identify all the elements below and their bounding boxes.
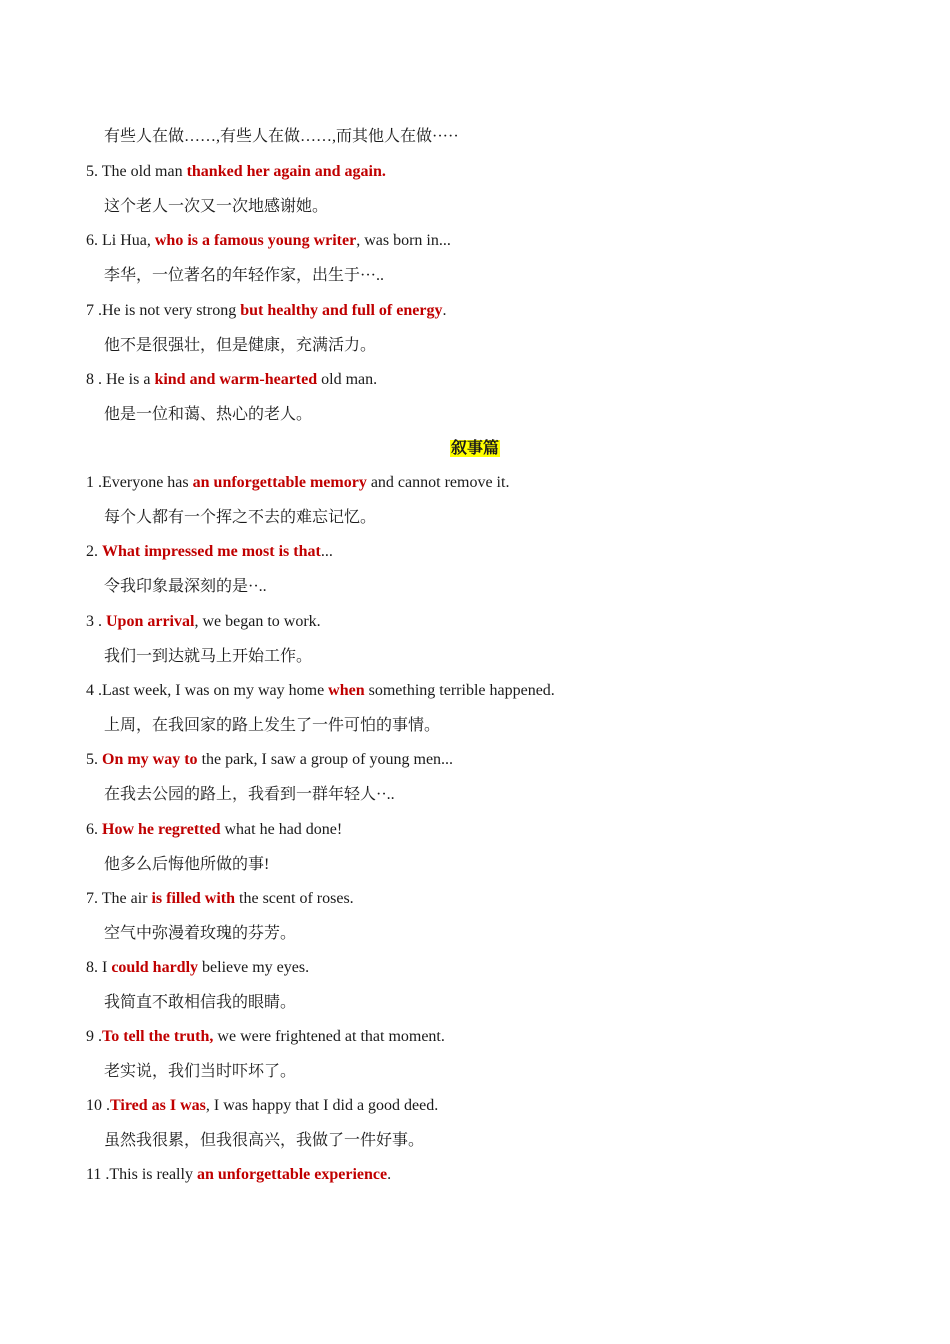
- top-chinese-line: 有些人在做……,有些人在做……,而其他人在做·····: [104, 128, 459, 145]
- sentence-text: ...: [320, 543, 333, 560]
- sentence-text: 5. The old man: [86, 163, 187, 180]
- sentence-text: , I was happy that I did a good deed.: [205, 1097, 439, 1114]
- sentence-text: 10 .: [86, 1097, 110, 1114]
- translation-b3: 我们一到达就马上开始工作。: [104, 648, 313, 665]
- sentence-b3: [86, 612, 910, 632]
- sentence-b11: [86, 1165, 910, 1185]
- sentence-text: 1 .Everyone has: [86, 474, 193, 491]
- sentence-text: 2.: [86, 543, 102, 560]
- translation-b1: 每个人都有一个挥之不去的难忘记忆。: [104, 509, 377, 526]
- translation-a2: 李华，一位著名的年轻作家，出生于···..: [104, 267, 384, 284]
- translation-b6: 他多么后悔他所做的事!: [104, 856, 270, 873]
- key-phrase: thanked her again and again.: [186, 163, 386, 180]
- sentence-text: 5.: [86, 751, 102, 768]
- key-phrase: when: [328, 682, 365, 699]
- sentence-text: the park, I saw a group of young men...: [197, 751, 454, 768]
- sentence-a2: [86, 231, 910, 251]
- sentence-text: 11 .This is really: [86, 1166, 197, 1183]
- sentence-b5: [86, 750, 910, 770]
- sentence-text: old man.: [317, 371, 378, 388]
- sentence-a3: [86, 301, 910, 321]
- key-phrase: kind and warm-hearted: [154, 371, 318, 388]
- key-phrase: an unforgettable memory: [192, 474, 367, 491]
- translation-b8: 我简直不敢相信我的眼睛。: [104, 994, 297, 1011]
- sentence-text: .: [442, 302, 447, 319]
- key-phrase: Tired as I was: [110, 1097, 206, 1114]
- key-phrase: is filled with: [151, 890, 236, 907]
- translation-b7: 空气中弥漫着玫瑰的芬芳。: [104, 925, 297, 942]
- key-phrase: To tell the truth,: [102, 1028, 214, 1045]
- key-phrase: could hardly: [111, 959, 199, 976]
- sentence-text: 3 .: [86, 613, 106, 630]
- sentence-b10: [86, 1096, 910, 1116]
- sentence-b8: [86, 958, 910, 978]
- sentence-b9: [86, 1027, 910, 1047]
- sentence-a4: [86, 370, 910, 390]
- sentence-b7: [86, 889, 910, 909]
- sentence-b1: [86, 473, 910, 493]
- sentence-text: 9 .: [86, 1028, 102, 1045]
- sentence-text: 叙事篇: [450, 440, 499, 457]
- sentence-text: .: [387, 1166, 392, 1183]
- sentence-text: , we began to work.: [194, 613, 321, 630]
- sentence-text: something terrible happened.: [364, 682, 555, 699]
- sentence-text: 4 .Last week, I was on my way home: [86, 682, 329, 699]
- translation-a3: 他不是很强壮，但是健康，充满活力。: [104, 337, 377, 354]
- translation-b4: 上周，在我回家的路上发生了一件可怕的事情。: [104, 717, 441, 734]
- sentence-text: what he had done!: [220, 821, 343, 838]
- key-phrase: an unforgettable experience: [196, 1166, 388, 1183]
- sentence-text: 7 .He is not very strong: [86, 302, 241, 319]
- translation-b9: 老实说，我们当时吓坏了。: [104, 1063, 297, 1080]
- key-phrase: On my way to: [102, 751, 198, 768]
- sentence-text: 6.: [86, 821, 102, 838]
- sentence-b6: [86, 820, 910, 840]
- sentence-text: 7. The air: [86, 890, 152, 907]
- key-phrase: Upon arrival: [106, 613, 195, 630]
- sentence-text: the scent of roses.: [235, 890, 354, 907]
- sentence-b2: [86, 542, 910, 562]
- key-phrase: What impressed me most is that: [102, 543, 321, 560]
- translation-b2: 令我印象最深刻的是··..: [104, 578, 267, 595]
- sentence-text: and cannot remove it.: [366, 474, 510, 491]
- translation-a1: 这个老人一次又一次地感谢她。: [104, 198, 329, 215]
- section-heading: [0, 439, 950, 459]
- sentence-text: believe my eyes.: [198, 959, 310, 976]
- translation-b10: 虽然我很累，但我很高兴，我做了一件好事。: [104, 1132, 425, 1149]
- sentence-text: 8 . He is a: [86, 371, 155, 388]
- translation-b5: 在我去公园的路上，我看到一群年轻人··..: [104, 786, 395, 803]
- sentence-text: 8. I: [86, 959, 112, 976]
- sentence-text: we were frightened at that moment.: [213, 1028, 445, 1045]
- sentence-text: , was born in...: [356, 232, 451, 249]
- sentence-a1: [86, 162, 910, 182]
- translation-a4: 他是一位和蔼、热心的老人。: [104, 406, 313, 423]
- sentence-b4: [86, 681, 910, 701]
- key-phrase: but healthy and full of energy: [240, 302, 443, 319]
- key-phrase: How he regretted: [102, 821, 221, 838]
- sentence-text: 6. Li Hua,: [86, 232, 155, 249]
- key-phrase: who is a famous young writer: [154, 232, 357, 249]
